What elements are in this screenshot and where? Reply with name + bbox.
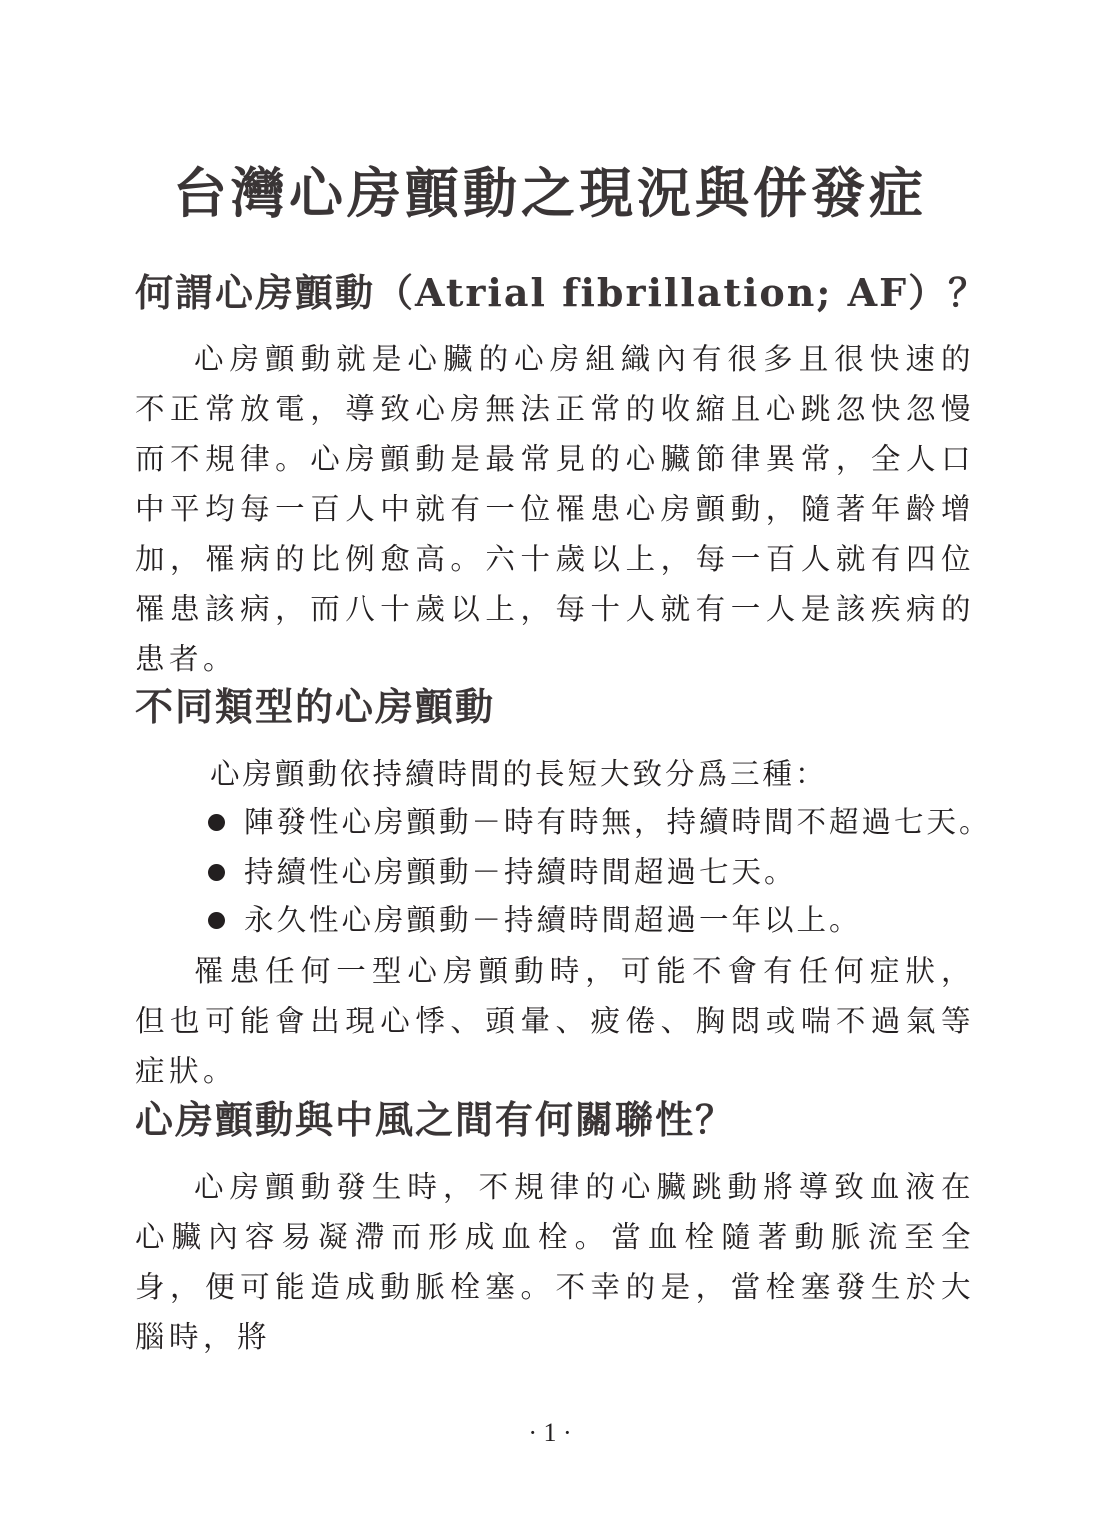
section-paragraph-af-stroke: 心房顫動發生時，不規律的心臟跳動將導致血液在心臟內容易凝滯而形成血栓。當血栓隨著動脈流至全身，便可能造成動脈栓塞。不幸的是，當栓塞發生於大腦時，將 [135, 1170, 975, 1354]
bullet-icon [208, 912, 225, 929]
af-type-item-permanent [208, 895, 862, 945]
section-heading-af-stroke: 心房顫動與中風之間有何關聯性？ [135, 1097, 736, 1142]
section-paragraph-what-is-af: 心房顫動就是心臟的心房組織內有很多且很快速的不正常放電，導致心房無法正常的收縮且心跳忽快忽慢而不規律。心房顫動是最常見的心臟節律異常，全人口中平均每一百人中就有一位罹患心房顫動，隨著年齡增加，罹病的比例愈高。六十歲以上，每一百人就有四位罹患該病，而八十歲以上，每十人就有一人是該疾病的患者。 [135, 342, 975, 676]
af-type-text: 永久性心房顫動－持續時間超過一年以上。 [244, 903, 862, 937]
af-types-intro: 心房顫動依持續時間的長短大致分爲三種： [210, 757, 828, 791]
af-type-item-paroxysmal [208, 797, 992, 847]
document-title: 台灣心房顫動之現況與併發症 [173, 161, 927, 225]
page-number: · 1 · [528, 1418, 572, 1447]
af-type-text: 陣發性心房顫動－時有時無，持續時間不超過七天。 [244, 805, 992, 839]
section-heading-af-types: 不同類型的心房顫動 [135, 684, 496, 729]
af-type-text: 持續性心房顫動－持續時間超過七天。 [244, 855, 797, 889]
bullet-icon [208, 814, 225, 831]
section-heading-what-is-af: 何謂心房顫動（Atrial fibrillation; AF）？ [135, 270, 989, 315]
af-type-item-persistent [208, 847, 797, 897]
section-paragraph-symptoms: 罹患任何一型心房顫動時，可能不會有任何症狀，但也可能會出現心悸、頭暈、疲倦、胸悶或喘不過氣等症狀。 [135, 954, 975, 1088]
bullet-icon [208, 864, 225, 881]
